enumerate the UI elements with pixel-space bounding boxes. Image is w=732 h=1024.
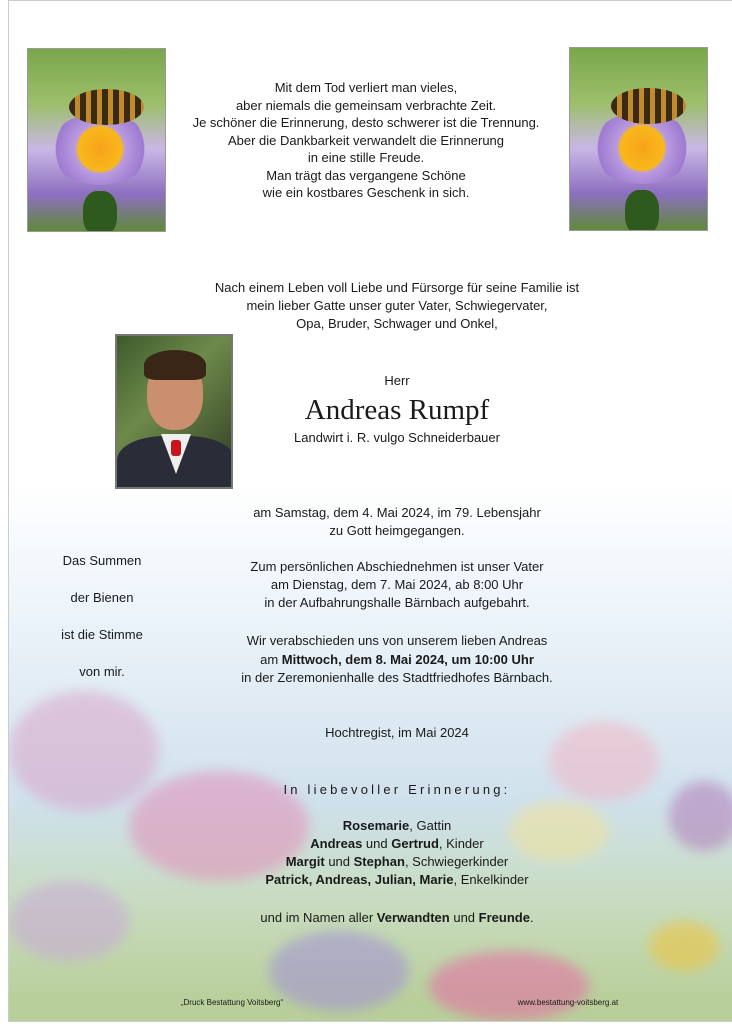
text: , Gattin [409, 818, 452, 833]
quote-line: in eine stille Freude. [307, 150, 425, 165]
viewing-info [250, 558, 543, 612]
closing-line [260, 909, 533, 927]
quote-line: Je schöner die Erinnerung, desto schwerer ist die Trennung. [192, 115, 540, 130]
text: Verwandten [376, 910, 450, 925]
viewing-line: in der Aufbahrungshalle Bärnbach aufgebahrt. [264, 595, 530, 610]
verse-line: der Bienen [70, 590, 134, 605]
verse-line: ist die Stimme [61, 627, 143, 642]
bee-flower-image-right [569, 47, 708, 231]
mourner-line [265, 817, 528, 835]
mourner-name: Stephan [353, 854, 405, 869]
death-line: zu Gott heimgegangen. [329, 523, 465, 538]
flower-decoration [9, 691, 159, 811]
death-notice [253, 504, 541, 540]
flower-decoration [9, 881, 129, 961]
text: Freunde [478, 910, 530, 925]
funeral-line: in der Zeremonienhalle des Stadtfriedhofes Bärnbach. [241, 670, 553, 685]
quote-line: Man trägt das vergangene Schöne [266, 167, 466, 183]
text: und [324, 854, 354, 869]
printer-credit: „Druck Bestattung Voitsberg“ [180, 998, 284, 1007]
text: und [449, 910, 479, 925]
flower-decoration [269, 931, 409, 1011]
mourner-line [265, 871, 528, 889]
intro-line: mein lieber Gatte unser guter Vater, Schwiegervater, [246, 298, 548, 313]
intro-line: Opa, Bruder, Schwager und Onkel, [296, 316, 498, 331]
text: , Enkelkinder [453, 872, 529, 887]
text: und im Namen aller [260, 910, 377, 925]
deceased-subtitle: Landwirt i. R. vulgo Schneiderbauer [294, 430, 500, 445]
mourner-line [265, 853, 528, 871]
flower-decoration [669, 781, 732, 851]
verse-line: Das Summen [62, 553, 142, 568]
funeral-info [241, 632, 552, 688]
flower-decoration [649, 921, 719, 971]
mourner-name: Andreas [310, 836, 363, 851]
text: und [362, 836, 392, 851]
remembrance-heading: In liebevoller Erinnerung: [283, 782, 511, 797]
text: . [529, 910, 534, 925]
deceased-name: Andreas Rumpf [304, 394, 490, 426]
quote-line: Mit dem Tod verliert man vieles, [274, 80, 458, 95]
mourner-name: Margit [285, 854, 325, 869]
quote-line: aber niemals die gemeinsam verbrachte Zeit. [235, 97, 497, 113]
website-link[interactable]: www.bestattung-voitsberg.at [517, 998, 619, 1007]
bee-flower-image-left [27, 48, 166, 232]
mourner-name: Rosemarie [342, 818, 410, 833]
viewing-line: am Dienstag, dem 7. Mai 2024, ab 8:00 Uhr [270, 577, 524, 592]
funeral-line: Wir verabschieden uns von unserem lieben Andreas [246, 633, 548, 648]
viewing-line: Zum persönlichen Abschiednehmen ist unser Vater [250, 559, 544, 574]
flower-decoration [429, 951, 589, 1021]
intro-line: Nach einem Leben voll Liebe und Fürsorge für seine Familie ist [214, 280, 580, 295]
portrait-photo [115, 334, 233, 489]
mourner-name: Patrick, Andreas, Julian, Marie [265, 872, 454, 887]
quote-text [193, 79, 540, 202]
text: , Kinder [438, 836, 484, 851]
side-verse [61, 542, 143, 690]
flower-decoration [549, 721, 659, 801]
mourners-list [265, 817, 528, 889]
salutation: Herr [384, 373, 410, 388]
quote-line: wie ein kostbares Geschenk in sich. [262, 185, 470, 200]
intro-text [215, 279, 579, 333]
funeral-line [241, 651, 552, 670]
funeral-date: Mittwoch, dem 8. Mai 2024, um 10:00 Uhr [281, 651, 534, 667]
text: am [260, 651, 282, 667]
mourner-name: Gertrud [391, 836, 439, 851]
death-line: am Samstag, dem 4. Mai 2024, im 79. Lebensjahr [253, 505, 541, 520]
place-date: Hochtregist, im Mai 2024 [325, 725, 469, 740]
verse-line: von mir. [79, 664, 125, 679]
quote-line: Aber die Dankbarkeit verwandelt die Erinnerung [227, 132, 505, 148]
text: , Schwiegerkinder [404, 854, 509, 869]
mourner-line [265, 835, 528, 853]
